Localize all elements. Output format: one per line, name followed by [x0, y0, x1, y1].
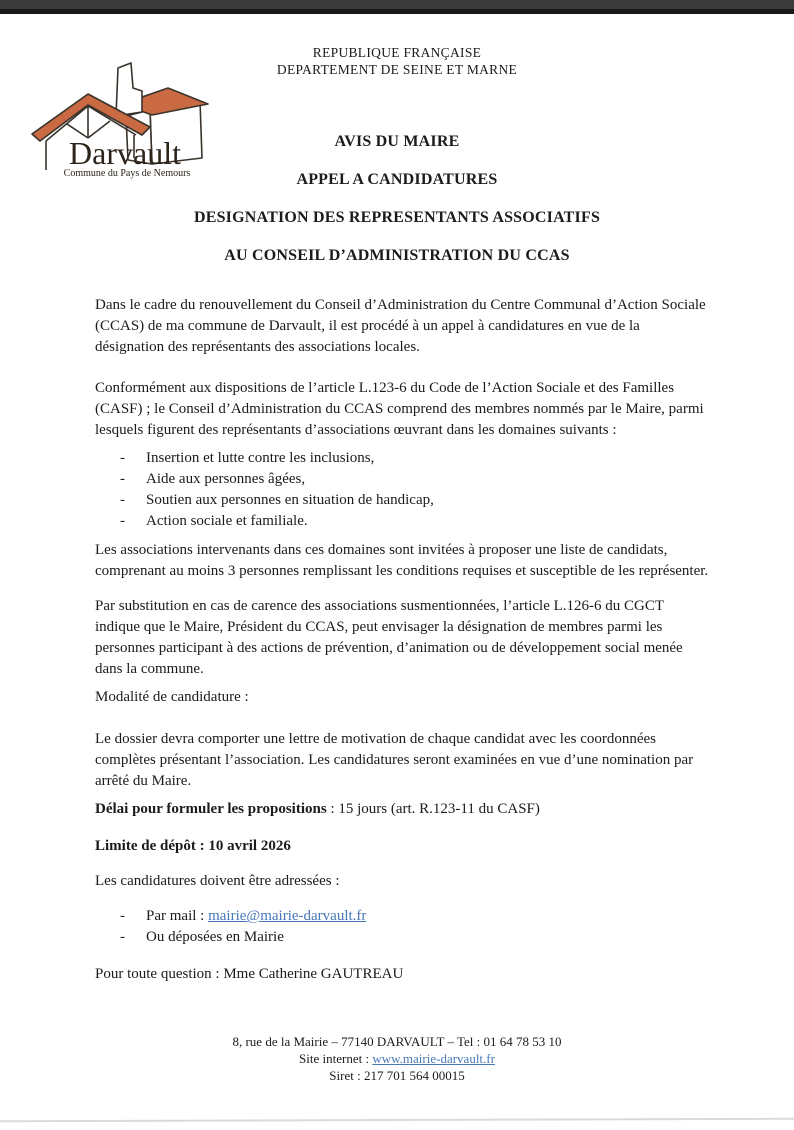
footer-siret-line: Siret : 217 701 564 00015	[329, 1068, 465, 1083]
list-item-mail	[95, 906, 709, 927]
mail-link[interactable]: mairie@mairie-darvault.fr	[208, 908, 367, 924]
scan-artifact-bottom-edge	[0, 1118, 794, 1123]
title-designation-representants: DESIGNATION DES REPRESENTANTS ASSOCIATIFS	[193, 209, 601, 226]
letterhead-republic-line: REPUBLIQUE FRANÇAISE	[312, 45, 482, 60]
footer-site-label: Site internet :	[299, 1051, 373, 1066]
paragraph-dossier: Le dossier devra comporter une lettre de motivation de chaque candidat avec les coordonnées complètes présentant l’association. Les candidatures seront examinées en vue d’une nomination par arrêté du Maire.	[95, 731, 694, 789]
document-body	[95, 295, 709, 985]
line-delai	[95, 799, 709, 820]
mail-label: Par mail :	[146, 908, 209, 924]
list-item-insertion: - Insertion et lutte contre les inclusions,	[95, 448, 709, 469]
paragraph-associations: Les associations intervenants dans ces domaines sont invitées à proposer une liste de candidats, comprenant au moins 3 personnes remplissant les conditions requises et susceptible de les représenter.	[95, 542, 709, 579]
title-appel-candidatures: APPEL A CANDIDATURES	[296, 171, 498, 188]
domain-list	[95, 448, 709, 532]
line-contact: Pour toute question : Mme Catherine GAUTREAU	[95, 966, 404, 982]
letterhead-department-line: DEPARTEMENT DE SEINE ET MARNE	[276, 62, 518, 77]
footer-site-link[interactable]: www.mairie-darvault.fr	[372, 1051, 495, 1066]
submission-list	[95, 906, 709, 948]
paragraph-substitution: Par substitution en cas de carence des associations susmentionnées, l’article L.126-6 du CGCT indique que le Maire, Président du CCAS, peut envisager la désignation de membres parmi les personnes participant à des actions de prévention, d’animation ou de développement social menée dans la commune.	[95, 598, 683, 677]
paragraph-conformement: Conformément aux dispositions de l’article L.123-6 du Code de l’Action Sociale et des Familles (CASF) ; le Conseil d’Administration du CCAS comprend des membres nommés par le Maire, parmi lesquels figurent des représentants d’associations œuvrant dans les domaines suivants :	[95, 380, 704, 438]
list-item-aide-agees: - Aide aux personnes âgées,	[95, 469, 709, 490]
delai-label: Délai pour formuler les propositions	[95, 801, 327, 817]
document-titles	[0, 131, 794, 283]
title-conseil-ccas: AU CONSEIL D’ADMINISTRATION DU CCAS	[224, 247, 570, 264]
logo-name-text: Darvault	[69, 135, 181, 171]
list-item-action-sociale: - Action sociale et familiale.	[95, 511, 709, 532]
footer-address-line: 8, rue de la Mairie – 77140 DARVAULT – Tel : 01 64 78 53 10	[232, 1034, 562, 1049]
line-adresse-intro: Les candidatures doivent être adressées :	[95, 873, 340, 889]
paragraph-intro: Dans le cadre du renouvellement du Conseil d’Administration du Centre Communal d’Action Sociale (CCAS) de ma commune de Darvault, il est procédé à un appel à candidatures en vue de la désignation des représentants des associations locales.	[95, 297, 706, 355]
line-limite-depot: Limite de dépôt : 10 avril 2026	[95, 838, 291, 854]
delai-value: : 15 jours (art. R.123-11 du CASF)	[326, 801, 540, 817]
scan-artifact-top-bar	[0, 0, 794, 14]
footer-site-line	[0, 1050, 794, 1067]
logo-subtitle-text: Commune du Pays de Nemours	[63, 168, 191, 179]
heading-modalite: Modalité de candidature :	[95, 689, 249, 705]
list-item-handicap: - Soutien aux personnes en situation de handicap,	[95, 490, 709, 511]
title-avis-du-maire: AVIS DU MAIRE	[334, 133, 460, 150]
document-footer	[0, 1033, 794, 1084]
list-item-depot-mairie: - Ou déposées en Mairie	[95, 927, 709, 948]
